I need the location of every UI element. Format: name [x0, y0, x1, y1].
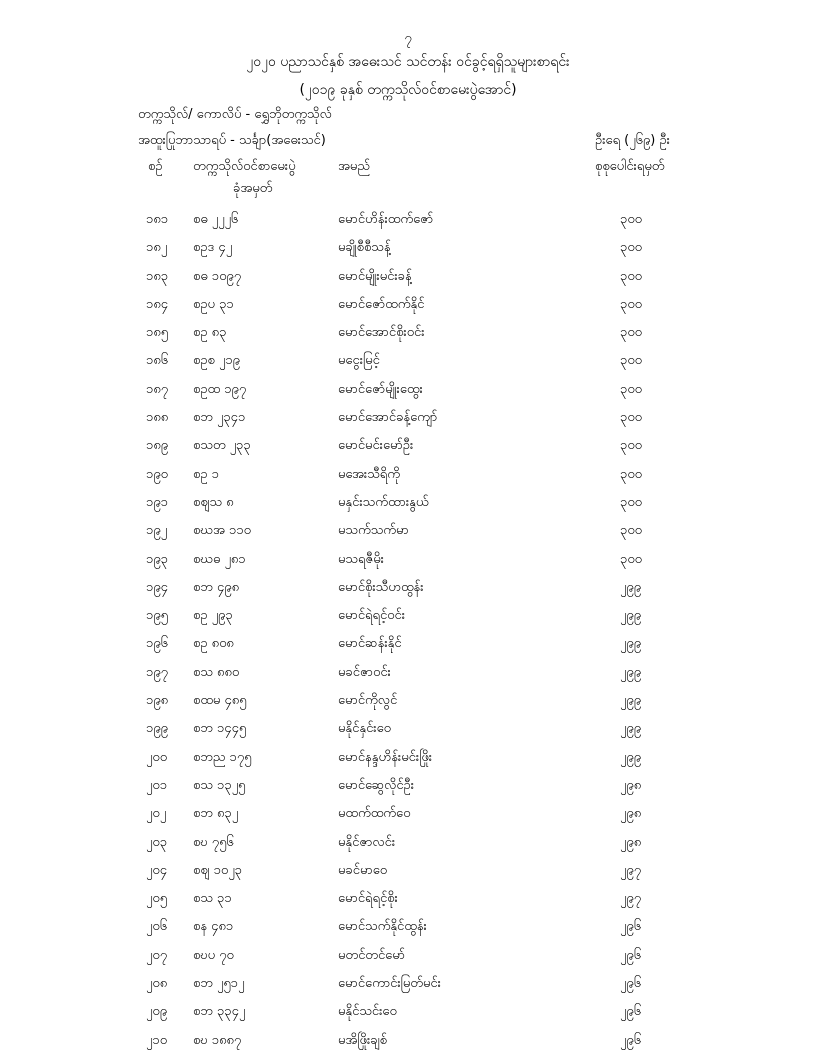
exam-roll-number: စဥထ ၁၉၇ [193, 381, 247, 397]
row-number: ၁၉၇ [146, 664, 168, 680]
table-row [0, 404, 816, 432]
student-name: မတင်တင်မော် [338, 947, 405, 963]
exam-roll-number: စဘ ၂၅၁၂ [193, 976, 245, 992]
student-name: မောင်ရဲရင့်ဝင်း [338, 608, 405, 624]
total-score: ၂၉၆ [620, 947, 642, 963]
student-name: မနိုင်ဇာလင်း [338, 834, 396, 850]
exam-roll-number: စဥဒ ၄၂ [193, 240, 233, 256]
total-score: ၃၀၀ [620, 268, 642, 284]
row-number: ၁၉၁ [146, 494, 168, 510]
exam-roll-number: စဥ ၈၃ [193, 325, 227, 341]
exam-roll-number: စဥ ၂၉၃ [193, 608, 233, 624]
total-score: ၂၉၉ [620, 721, 642, 737]
document-title: ၂၀၂၀ ပညာသင်နှစ် အဓေးသင် သင်တန်း ဝင်ခွင့်ရရှိသူများစာရင်း [246, 54, 570, 70]
page-number: ၇ [404, 31, 412, 46]
table-row [0, 772, 816, 800]
total-score: ၂၉၉ [620, 693, 642, 709]
table-row [0, 744, 816, 772]
table-row [0, 659, 816, 687]
student-name: မောင်အောင်စိုးဝင်း [338, 325, 425, 341]
total-score: ၃၀၀ [620, 551, 642, 567]
table-row [0, 574, 816, 602]
row-number: ၂၀၈ [146, 976, 168, 992]
table-row [0, 206, 816, 234]
table-row [0, 970, 816, 998]
table-row [0, 546, 816, 574]
exam-roll-number: စဃအ ၁၁၀ [193, 523, 251, 539]
row-number: ၁၉၃ [146, 551, 168, 567]
row-number: ၂၀၀ [146, 749, 168, 765]
table-row [0, 913, 816, 941]
student-name: မောင်မင်းမော်ဦး [338, 438, 414, 454]
row-number: ၁၈၁ [146, 212, 169, 227]
exam-roll-number: စသ ၈၈၀ [193, 664, 240, 680]
exam-roll-number: စဈသ ၈ [193, 494, 234, 510]
exam-roll-number: စသ ၁၃၂၅ [193, 777, 246, 793]
exam-roll-number: စဘ ၃၃၄၂ [193, 1004, 246, 1020]
exam-roll-number: စန ၄၈၁ [193, 919, 234, 935]
column-header-total: စုစုပေါင်းရမှတ် [595, 159, 665, 174]
row-number: ၁၉၈ [146, 693, 169, 709]
table-row [0, 376, 816, 404]
total-score: ၂၉၈ [620, 834, 642, 850]
student-name: မထက်ထက်ဝေ [338, 806, 411, 822]
student-name: မောင်ရဲရင့်စိုး [338, 891, 398, 907]
exam-roll-number: စဥ ၁ [193, 466, 219, 482]
row-number: ၁၉၅ [146, 608, 168, 624]
row-number: ၂၀၁ [146, 777, 168, 793]
row-number: ၂၀၃ [146, 834, 168, 850]
row-number: ၂၀၂ [146, 806, 167, 822]
total-score: ၃၀၀ [620, 212, 642, 227]
table-row [0, 489, 816, 517]
student-name: မောင်စိုးသီဟထွန်း [338, 579, 424, 595]
row-number: ၁၉၂ [146, 523, 168, 539]
student-name: မခင်မာဝေ [338, 862, 388, 878]
student-name: မောင်နန္ဒဟိန်းမင်းဖြိုး [338, 749, 433, 765]
column-header-no: စဉ် [148, 159, 163, 174]
total-score: ၂၉၉ [620, 636, 642, 652]
total-score: ၃၀၀ [620, 438, 642, 454]
table-row [0, 461, 816, 489]
exam-roll-number: စဃဓ ၂၈၁ [193, 551, 246, 567]
row-number: ၁၈၃ [146, 268, 169, 284]
total-score: ၂၉၆ [620, 976, 642, 992]
exam-roll-number: စဥစ ၂၁၉ [193, 353, 240, 369]
student-name: မအေးသီရိကို [338, 466, 400, 482]
total-score: ၂၉၉ [620, 579, 642, 595]
exam-roll-number: စဎ ၇၅၆ [193, 834, 234, 850]
row-number: ၂၀၇ [146, 947, 168, 963]
student-name: မနှင်းသက်ထားနွယ် [338, 494, 429, 510]
total-score: ၃၀၀ [620, 523, 642, 539]
column-header-roll: ခုံအမှတ် [233, 181, 273, 196]
row-number: ၂၀၆ [146, 919, 168, 935]
row-number: ၁၈၂ [146, 240, 168, 256]
student-name: မနိုင်သင်းဝေ [338, 1004, 397, 1020]
total-score: ၂၉၉ [620, 664, 642, 680]
student-name: မောင်သက်နိုင်ထွန်း [338, 919, 427, 935]
student-name: မသရဇီမိုး [338, 551, 384, 567]
table-row [0, 602, 816, 630]
exam-roll-number: စသတ ၂၃၃ [193, 438, 251, 454]
exam-roll-number: စဥပ ၃၁ [193, 296, 234, 312]
student-name: မချိုစီစီသန့် [338, 240, 391, 256]
table-row [0, 998, 816, 1026]
total-score: ၃၀၀ [620, 410, 642, 426]
row-number: ၂၁၀ [146, 1032, 168, 1048]
total-score: ၃၀၀ [620, 381, 642, 397]
total-score: ၂၉၇ [620, 862, 642, 878]
row-number: ၁၈၉ [146, 438, 169, 454]
exam-roll-number: စဈ ၁၀၂၃ [193, 862, 242, 878]
student-name: မောင်မျိုးမင်းခန့် [338, 268, 412, 284]
row-number: ၁၉၉ [146, 721, 168, 737]
row-number: ၁၉၄ [146, 579, 168, 595]
student-name: မောင်ဟိန်းထက်ဇော် [338, 212, 434, 227]
student-name: မငွေးမြင့် [338, 353, 380, 369]
table-row [0, 1027, 816, 1055]
exam-roll-number: စဓ ၂၂၂၆ [193, 212, 239, 227]
exam-roll-number: စဎ ၁၈၈၇ [193, 1032, 242, 1048]
total-score: ၂၉၆ [620, 1004, 642, 1020]
table-row [0, 885, 816, 913]
table-row [0, 234, 816, 262]
table-row [0, 347, 816, 375]
total-score: ၂၉၆ [620, 1032, 642, 1048]
total-score: ၃၀၀ [620, 325, 642, 341]
row-number: ၁၈၈ [146, 410, 169, 426]
exam-roll-number: စထမ ၄၈၅ [193, 693, 247, 709]
table-row [0, 829, 816, 857]
table-row [0, 715, 816, 743]
student-name: မောင်ဆန်းနိုင် [338, 636, 402, 652]
exam-roll-number: စဘ ၄၉၈ [193, 579, 240, 595]
row-number: ၁၈၇ [146, 381, 169, 397]
row-number: ၁၉၀ [146, 466, 168, 482]
table-row [0, 432, 816, 460]
exam-roll-number: စဎပ ၇၀ [193, 947, 234, 963]
total-score: ၃၀၀ [620, 296, 642, 312]
table-row [0, 942, 816, 970]
student-count: ဦးရေ (၂၆၉) ဦး [595, 133, 670, 148]
column-header-exam: တက္ကသိုလ်ဝင်စာမေးပွဲ [193, 159, 296, 174]
student-name: မောင်ဆွေလိုင်ဦး [338, 777, 415, 793]
total-score: ၂၉၉ [620, 749, 642, 765]
student-name: မောင်ကောင်းမြတ်မင်း [338, 976, 441, 992]
total-score: ၃၀၀ [620, 240, 642, 256]
row-number: ၁၉၆ [146, 636, 168, 652]
row-number: ၁၈၄ [146, 296, 169, 312]
exam-roll-number: စဘည ၁၇၅ [193, 749, 252, 765]
student-name: မသက်သက်မာ [338, 523, 409, 539]
results-table [0, 206, 816, 1055]
total-score: ၂၉၈ [620, 777, 642, 793]
row-number: ၁၈၅ [146, 325, 169, 341]
table-row [0, 517, 816, 545]
table-row [0, 291, 816, 319]
table-row [0, 687, 816, 715]
row-number: ၂၀၅ [146, 891, 168, 907]
exam-roll-number: စဘ ၈၃၂ [193, 806, 239, 822]
total-score: ၂၉၆ [620, 919, 642, 935]
table-row [0, 800, 816, 828]
exam-roll-number: စဘ ၁၄၄၅ [193, 721, 247, 737]
exam-roll-number: စသ ၃၁ [193, 891, 232, 907]
subject-line: အထူးပြုဘာသာရပ် - သင်္ချာ(အဓေးသင်) [138, 133, 326, 148]
exam-roll-number: စဥ ၈၀၈ [193, 636, 234, 652]
total-score: ၃၀၀ [620, 494, 642, 510]
column-header-name: အမည် [338, 159, 370, 174]
row-number: ၂၀၄ [146, 862, 168, 878]
exam-roll-number: စဘ ၂၃၄၁ [193, 410, 246, 426]
exam-roll-number: စဓ ၁၀၉၇ [193, 268, 242, 284]
student-name: မနိုင်နှင်းဝေ [338, 721, 391, 737]
table-row [0, 263, 816, 291]
total-score: ၂၉၉ [620, 608, 642, 624]
table-row [0, 630, 816, 658]
student-name: မောင်ကိုလွင် [338, 693, 398, 709]
student-name: မောင်အောင်ခန့်ကျော် [338, 410, 438, 426]
student-name: မခင်ဇာဝင်း [338, 664, 391, 680]
table-row [0, 319, 816, 347]
total-score: ၂၉၇ [620, 891, 642, 907]
total-score: ၃၀၀ [620, 353, 642, 369]
table-row [0, 857, 816, 885]
student-name: မောင်ဇော်မျိုးထွေး [338, 381, 423, 397]
student-name: မအိဖြိုးချစ် [338, 1032, 387, 1048]
total-score: ၃၀၀ [620, 466, 642, 482]
document-subtitle: (၂၀၁၉ ခုနှစ် တက္ကသိုလ်ဝင်စာမေးပွဲအောင်) [299, 82, 517, 98]
university-line: တက္ကသိုလ်/ ကောလိပ် - ရွှေဘိုတက္ကသိုလ် [138, 107, 332, 122]
row-number: ၁၈၆ [146, 353, 169, 369]
row-number: ၂၀၉ [146, 1004, 168, 1020]
total-score: ၂၉၈ [620, 806, 642, 822]
student-name: မောင်ဇော်ထက်နိုင် [338, 296, 425, 312]
